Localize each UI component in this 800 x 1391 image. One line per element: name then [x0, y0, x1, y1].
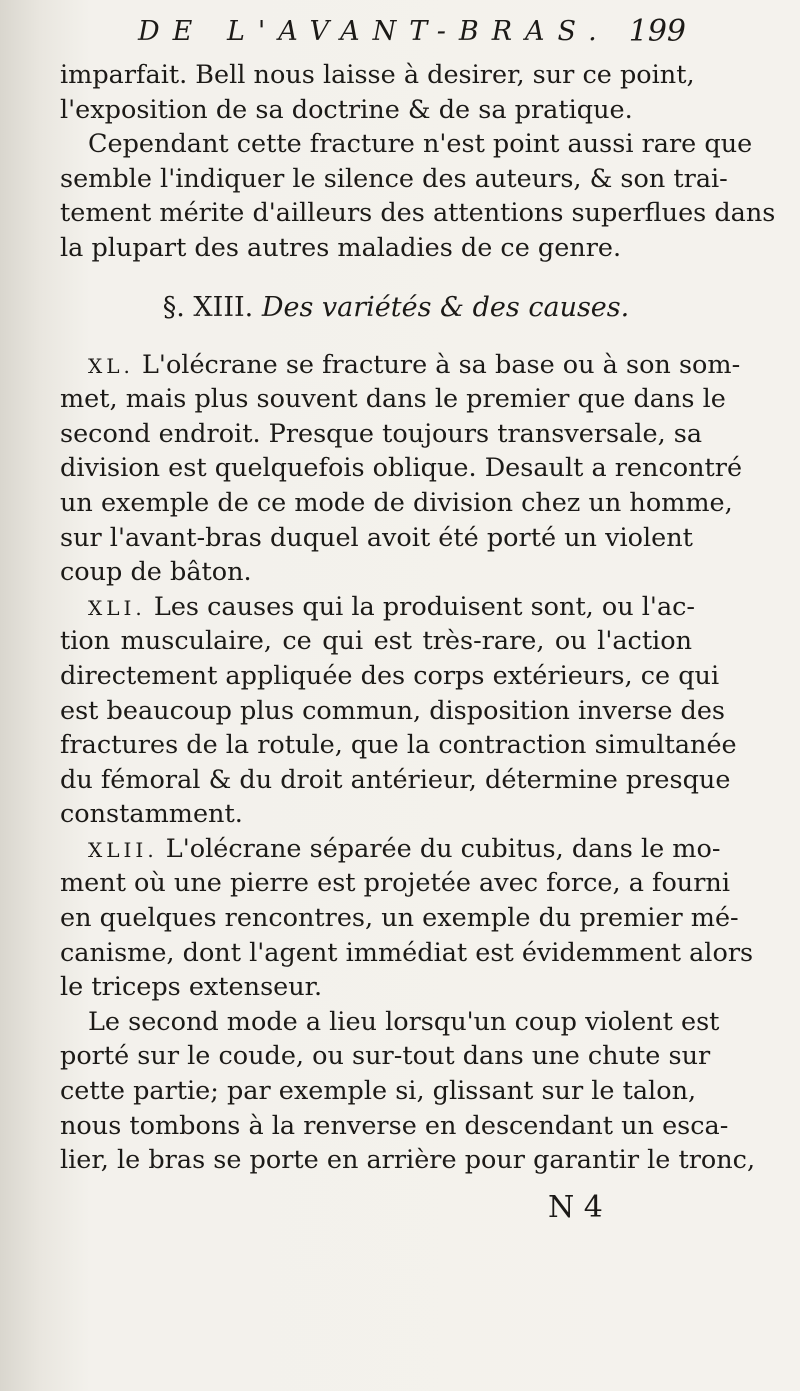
text-line: semble l'indiquer le silence des auteurs, & son trai- [60, 163, 728, 194]
section-title: Des variétés & des causes. [261, 291, 630, 323]
text-line: second endroit. Presque toujours transversale, sa [60, 418, 703, 449]
text-line [60, 348, 741, 383]
text-line: un exemple de ce mode de division chez un homme, [60, 487, 733, 518]
text-line: tion musculaire, ce qui est très-rare, ou l'action [60, 626, 692, 657]
text-line: division est quelquefois oblique. Desault a rencontré [60, 453, 743, 484]
text-line: en quelques rencontres, un exemple du premier mé- [60, 903, 739, 934]
text-line: coup de bâton. [60, 557, 252, 588]
text-line: fractures de la rotule, que la contraction simultanée [60, 730, 737, 761]
text-line: porté sur le coude, ou sur-tout dans une chute sur [60, 1041, 711, 1072]
text-line: constamment. [60, 799, 243, 830]
body-text [60, 58, 776, 1178]
text-line: la plupart des autres maladies de ce genre. [60, 232, 622, 263]
text-line: met, mais plus souvent dans le premier que dans le [60, 384, 726, 415]
text-line: cette partie; par exemple si, glissant sur le talon, [60, 1076, 697, 1107]
text-line: du fémoral & du droit antérieur, détermine presque [60, 764, 731, 795]
paragraph-continuation [60, 58, 695, 127]
text-line: Le second mode a lieu lorsqu'un coup violent est [88, 1006, 720, 1037]
text-line: lier, le bras se porte en arrière pour garantir le tronc, [60, 1145, 756, 1176]
signature-mark: N 4 [548, 1190, 603, 1225]
paragraph-cependant [60, 127, 776, 265]
text-line: l'exposition de sa doctrine & de sa pratique. [60, 94, 633, 125]
paragraph-marker: XLII. [88, 837, 158, 862]
text-fragment: Les causes qui la produisent sont, ou l'ac- [153, 591, 696, 622]
text-line: est beaucoup plus commun, disposition inverse des [60, 695, 726, 726]
section-heading [60, 288, 692, 328]
text-line [60, 590, 696, 625]
paragraph-xlii [60, 832, 754, 1005]
paragraph-marker: XLI. [88, 595, 146, 620]
section-number: §. XIII. [162, 291, 254, 323]
text-line [60, 832, 721, 867]
text-fragment: L'olécrane séparée du cubitus, dans le mo- [165, 833, 721, 864]
paragraph-second-mode [60, 1005, 756, 1178]
text-line: imparfait. Bell nous laisse à desirer, sur ce point, [60, 60, 695, 90]
text-line: Cependant cette fracture n'est point aussi rare que [88, 129, 753, 160]
paragraph-xli [60, 590, 737, 832]
text-line: nous tombons à la renverse en descendant un esca- [60, 1110, 729, 1141]
text-line: sur l'avant-bras duquel avoit été porté un violent [60, 522, 693, 553]
text-line: ment où une pierre est projetée avec force, a fourni [60, 868, 730, 899]
page-header [138, 14, 698, 54]
running-title: DE L'AVANT-BRAS. [138, 16, 610, 47]
text-line: directement appliquée des corps extérieurs, ce qui [60, 660, 720, 691]
paragraph-xl [60, 348, 743, 590]
text-fragment: L'olécrane se fracture à sa base ou à son som- [142, 349, 741, 380]
text-line: canisme, dont l'agent immédiat est évidemment alors [60, 937, 754, 968]
page-number: 199 [628, 14, 686, 49]
text-line: tement mérite d'ailleurs des attentions superflues dans [60, 198, 776, 229]
text-line: le triceps extenseur. [60, 972, 323, 1003]
paragraph-marker: XL. [88, 353, 134, 378]
